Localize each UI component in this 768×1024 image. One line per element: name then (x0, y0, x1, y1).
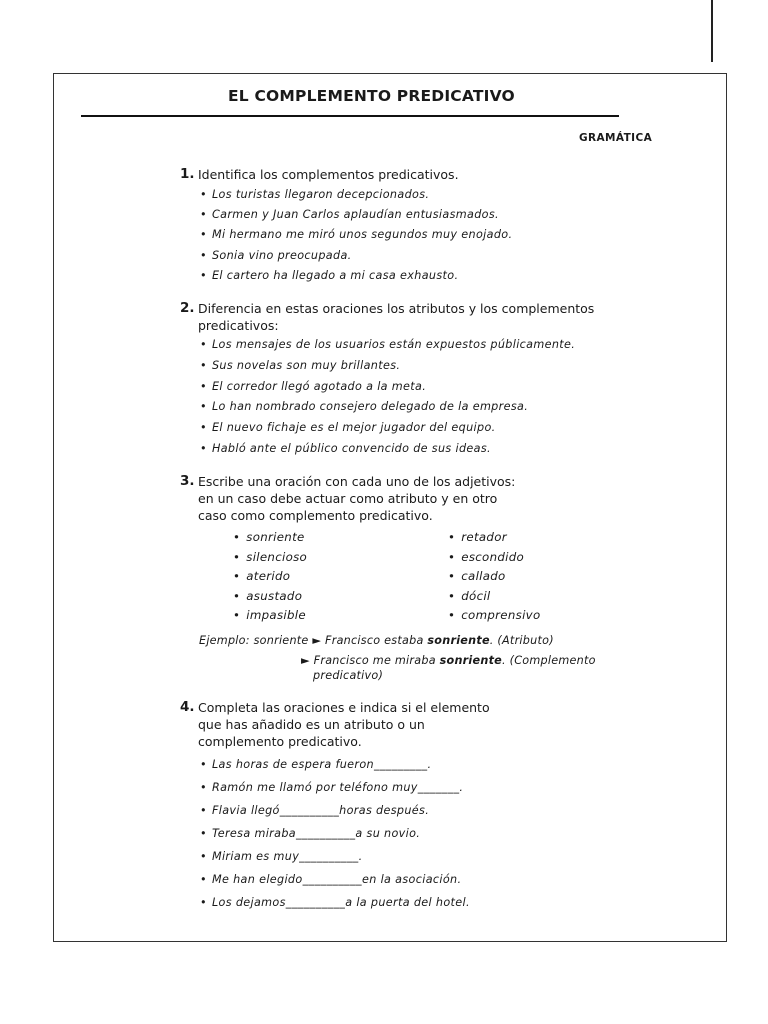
exercise-text: Completa las oraciones e indica si el elemento que has añadido es un atributo o un complemento predicativo. (198, 700, 490, 749)
adjectives-right-list (448, 528, 540, 626)
list-item: • Sonia vino preocupada. (200, 246, 512, 266)
arrow-icon: ► (312, 634, 322, 647)
list-item: • aterido (233, 567, 307, 587)
list-item: • Sus novelas son muy brillantes. (200, 356, 575, 377)
exercise-number: 3. (180, 473, 195, 489)
list-item: • asustado (233, 587, 307, 607)
example-line-2 (301, 653, 596, 668)
example-text: Francisco me miraba (313, 654, 440, 667)
list-item: • callado (448, 567, 540, 587)
exercise-number: 2. (180, 300, 195, 316)
list-item: • retador (448, 528, 540, 548)
exercise-number: 1. (180, 166, 195, 182)
arrow-icon: ► (301, 654, 310, 667)
example-keyword: sonriente (439, 654, 503, 667)
page-title: EL COMPLEMENTO PREDICATIVO (228, 87, 515, 105)
list-item: • Ramón me llamó por teléfono muy_______. (200, 776, 470, 799)
list-item: • Teresa miraba__________a su novio. (200, 822, 470, 845)
list-item: • Carmen y Juan Carlos aplaudían entusiasmados. (200, 205, 512, 225)
exercise-text: Identifica los complementos predicativos. (198, 167, 459, 182)
list-item: • El nuevo fichaje es el mejor jugador del equipo. (200, 418, 575, 439)
page-edge-line (711, 0, 713, 62)
example-line-3 (313, 668, 383, 683)
list-item: • Los dejamos__________a la puerta del hotel. (200, 891, 470, 914)
exercise-2-prompt (180, 300, 598, 334)
example-keyword: sonriente (427, 634, 490, 647)
exercise-text: Escribe una oración con cada uno de los adjetivos: en un caso debe actuar como atributo y en otro caso como complemento predicativo. (198, 474, 516, 523)
exercise-number: 4. (180, 699, 195, 715)
exercise-4-list (200, 753, 470, 914)
example-text: Francisco estaba (325, 634, 428, 647)
example-text: . (Atributo) (489, 634, 554, 647)
list-item: • escondido (448, 548, 540, 568)
list-item: • El corredor llegó agotado a la meta. (200, 377, 575, 398)
list-item: • El cartero ha llegado a mi casa exhausto. (200, 266, 512, 286)
list-item: • Las horas de espera fueron_________. (200, 753, 470, 776)
title-rule (81, 115, 619, 117)
exercise-1-prompt (180, 166, 598, 183)
list-item: • Lo han nombrado consejero delegado de la empresa. (200, 397, 575, 418)
exercise-3-prompt (180, 473, 518, 524)
exercise-4-prompt (180, 699, 498, 750)
adjectives-left-list (233, 528, 307, 626)
list-item: • Me han elegido__________en la asociación. (200, 868, 470, 891)
list-item: • Mi hermano me miró unos segundos muy enojado. (200, 225, 512, 245)
example-line-1 (199, 633, 554, 648)
example-text: predicativo) (313, 669, 384, 682)
list-item: • Flavia llegó__________horas después. (200, 799, 470, 822)
exercise-1-list (200, 185, 512, 286)
list-item: • Habló ante el público convencido de sus ideas. (200, 439, 575, 460)
exercise-2-list (200, 335, 575, 460)
list-item: • Los turistas llegaron decepcionados. (200, 185, 512, 205)
list-item: • comprensivo (448, 606, 540, 626)
example-text: . (Complemento (502, 654, 596, 667)
section-tag: GRAMÁTICA (579, 132, 653, 144)
list-item: • sonriente (233, 528, 307, 548)
list-item: • Miriam es muy__________. (200, 845, 470, 868)
list-item: • Los mensajes de los usuarios están expuestos públicamente. (200, 335, 575, 356)
list-item: • impasible (233, 606, 307, 626)
list-item: • dócil (448, 587, 540, 607)
list-item: • silencioso (233, 548, 307, 568)
exercise-text: Diferencia en estas oraciones los atributos y los complementos predicativos: (198, 301, 595, 333)
example-label: Ejemplo: sonriente (199, 634, 309, 647)
